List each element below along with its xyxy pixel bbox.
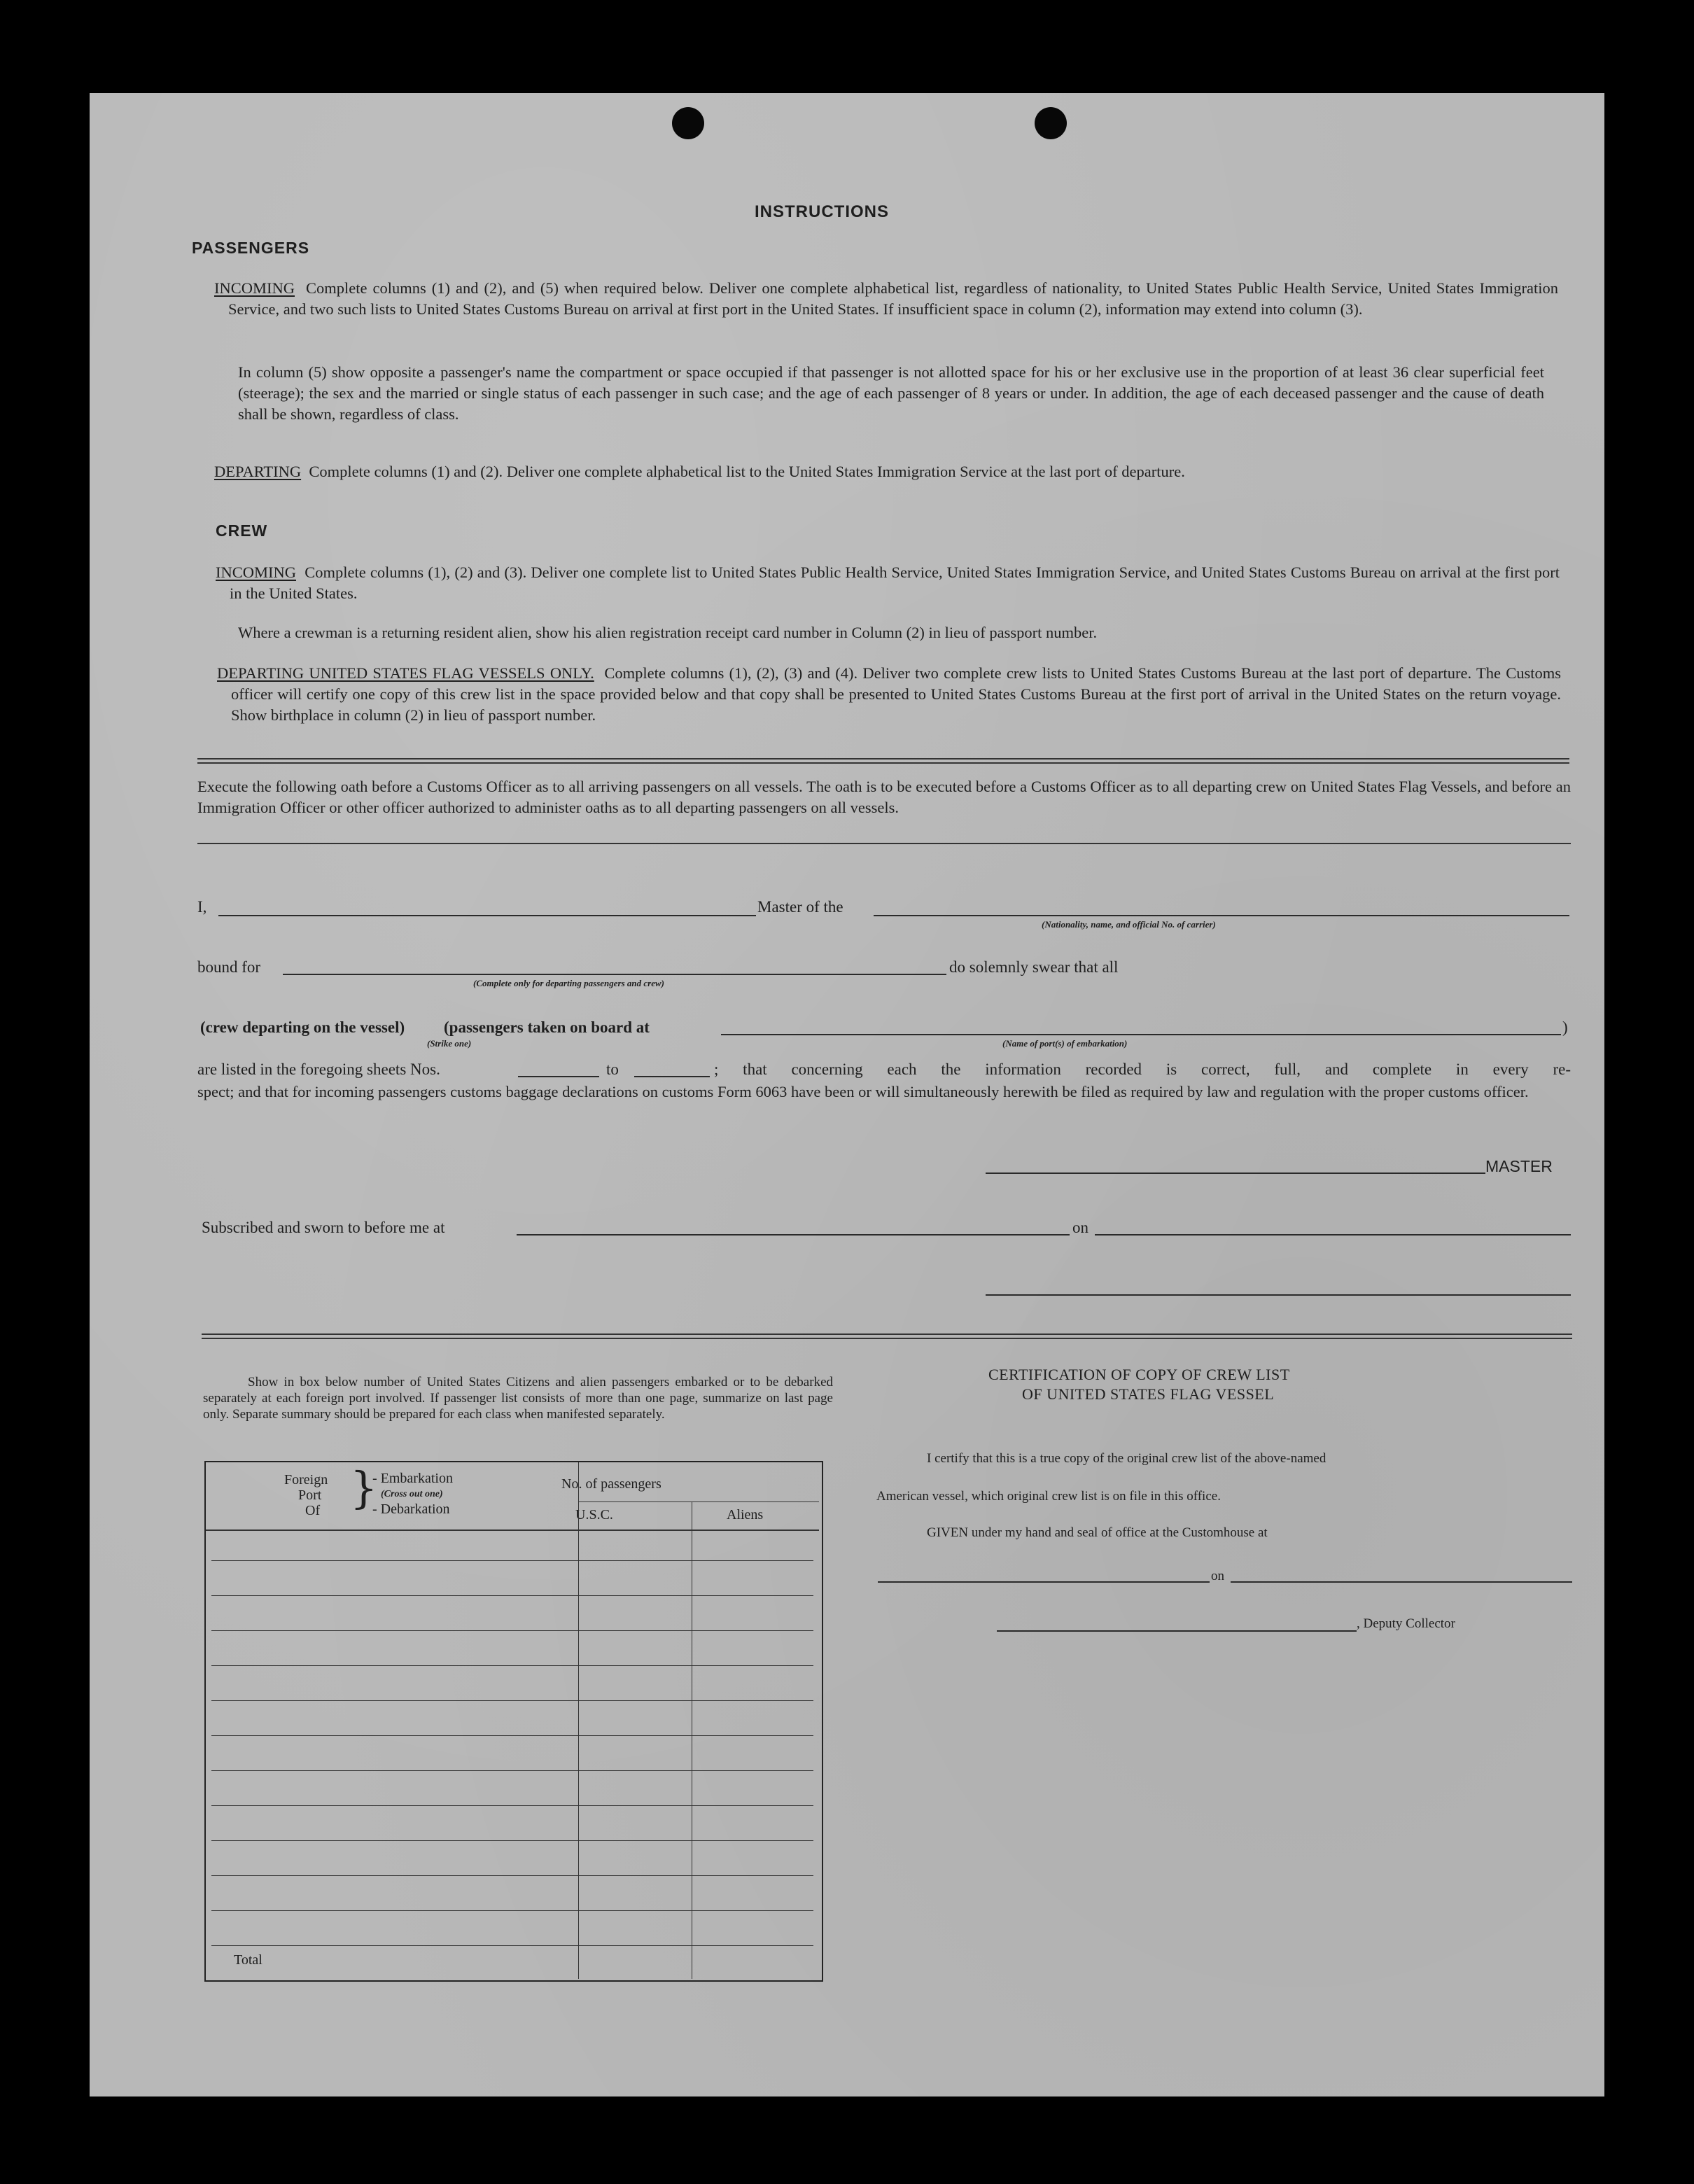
swear-text: do solemnly swear that all [949, 958, 1119, 976]
subscribed-date-field[interactable] [1095, 1234, 1571, 1236]
master-of-the-label: Master of the [757, 898, 844, 916]
oath-intro: Execute the following oath before a Customs Officer as to all arriving passengers on all vessels. The oath is to be executed before a Customs Officer as to all departing crew on United States Flag Vessels, and before an Immigration Officer or other officer authorized to administer oaths as to all departing passengers on all vessels. [197, 778, 1571, 816]
debarkation-label[interactable]: - Debarkation [372, 1502, 450, 1517]
crew-incoming-label: INCOMING [216, 564, 296, 581]
section-divider-4 [202, 1338, 1572, 1339]
oath-i-label: I, [197, 898, 207, 916]
summary-table [204, 1461, 823, 1982]
usc-header: U.S.C. [575, 1507, 613, 1522]
carrier-field[interactable] [874, 915, 1569, 916]
header-rule [206, 1530, 819, 1531]
listed-post: ; that concerning each the information recorded is correct, full, and complete in every re- [714, 1060, 1571, 1078]
customhouse-field[interactable] [878, 1581, 1210, 1583]
subscribed-on-label: on [1072, 1219, 1088, 1236]
certification-title-line1: CERTIFICATION OF COPY OF CREW LIST [988, 1366, 1290, 1383]
officer-signature-field[interactable] [986, 1294, 1571, 1296]
subscribed-place-field[interactable] [517, 1234, 1070, 1236]
table-row [211, 1700, 813, 1701]
crew-incoming-paragraph [216, 562, 1560, 604]
table-row [211, 1735, 813, 1736]
passengers-column5-paragraph: In column (5) show opposite a passenger's name the compartment or space occupied if that passenger is not allotted space for his or her exclusive use in the proportion of at least 36 clear superficial feet (steerage); the sex and the married or single status of each passenger in such case; and the age of each passenger of 8 years or under. In addition, the age of each deceased passenger and the cause of death shall be shown, regardless of class. [238, 363, 1544, 423]
crew-departing-paragraph [217, 663, 1561, 726]
master-label: MASTER [1485, 1157, 1553, 1175]
sheets-to-field[interactable] [634, 1076, 710, 1077]
cross-out-hint: (Cross out one) [381, 1489, 443, 1499]
passengers-taken-option[interactable]: (passengers taken on board at [444, 1018, 650, 1036]
strike-one-hint: (Strike one) [427, 1038, 472, 1049]
listed-rest: spect; and that for incoming passengers customs baggage declarations on customs Form 6063 have been or will simultaneously herewith be filed as required by law and regulation with the proper customs officer. [197, 1083, 1529, 1100]
crew-departing-option[interactable]: (crew departing on the vessel) [200, 1018, 405, 1036]
listed-pre: are listed in the foregoing sheets Nos. [197, 1060, 440, 1078]
crew-departing-label: DEPARTING UNITED STATES FLAG VESSELS ONLY. [217, 664, 594, 682]
oath-intro-rule [197, 843, 1571, 844]
table-row [211, 1630, 813, 1631]
table-row [211, 1805, 813, 1806]
crew-incoming-text: Complete columns (1), (2) and (3). Deliver one complete list to United States Public Health Service, United States Immigration Service, and United States Customs Bureau on arrival at the first port in the United States. [230, 564, 1560, 602]
bound-for-label: bound for [197, 958, 261, 976]
no-of-passengers-label: No. of passengers [561, 1476, 662, 1492]
certify-line2: American vessel, which original crew list is on file in this office. [876, 1489, 1221, 1504]
punch-hole-right [1035, 107, 1067, 139]
subscribed-label: Subscribed and sworn to before me at [202, 1219, 445, 1236]
summary-instructions: Show in box below number of United States Citizens and alien passengers embarked or to be debarked separately at each foreign port involved. If passenger list consists of more than one page, summarize on last page only. Separate summary should be prepared for each class when manifested separately. [203, 1375, 833, 1422]
section-divider-2 [197, 762, 1569, 764]
table-row [211, 1560, 813, 1561]
master-signature-field[interactable] [986, 1172, 1485, 1174]
bound-for-hint: (Complete only for departing passengers and crew) [473, 978, 664, 988]
brace-glyph: } [350, 1462, 378, 1513]
passengers-heading: PASSENGERS [192, 239, 310, 257]
table-row [211, 1665, 813, 1666]
total-label: Total [234, 1952, 262, 1968]
embarkation-label[interactable]: - Embarkation [372, 1471, 453, 1486]
crew-departing-text: Complete columns (1), (2), (3) and (4). Deliver two complete crew lists to United States Customs Bureau at the last port of departure. The Customs officer will certify one copy of this crew list in the space provided below and that copy shall be presented to United States Customs Bureau at the first port of arrival in the United States on the return voyage. Show birthplace in column (2) in lieu of passport number. [231, 664, 1562, 724]
section-divider-1 [197, 758, 1569, 760]
passengers-departing-text: Complete columns (1) and (2). Deliver one complete alphabetical list to the United States Immigration Service at the last port of departure. [309, 463, 1185, 480]
table-row [211, 1770, 813, 1771]
foreign-label: Foreign [284, 1472, 328, 1488]
carrier-hint: (Nationality, name, and official No. of carrier) [1042, 919, 1216, 930]
form-page [90, 93, 1604, 2096]
bound-for-field[interactable] [283, 974, 946, 975]
passengers-departing-paragraph [214, 461, 1558, 482]
sheets-from-field[interactable] [518, 1076, 599, 1077]
passengers-departing-label: DEPARTING [214, 463, 302, 480]
deputy-collector-signature-field[interactable] [997, 1630, 1357, 1632]
table-row [211, 1945, 813, 1946]
certification-date-field[interactable] [1231, 1581, 1572, 1583]
passengers-incoming-label: INCOMING [214, 279, 295, 297]
instructions-title: INSTRUCTIONS [755, 202, 889, 221]
aliens-header: Aliens [727, 1507, 764, 1522]
table-row [211, 1595, 813, 1596]
table-row [211, 1840, 813, 1841]
close-paren: ) [1562, 1018, 1568, 1036]
given-line: GIVEN under my hand and seal of office at the Customhouse at [927, 1525, 1268, 1540]
crew-heading: CREW [216, 522, 268, 540]
table-row [211, 1910, 813, 1911]
punch-hole-left [672, 107, 704, 139]
certification-on-label: on [1211, 1569, 1224, 1583]
ports-hint: (Name of port(s) of embarkation) [1002, 1038, 1128, 1049]
passengers-incoming-text: Complete columns (1) and (2), and (5) when required below. Deliver one complete alphabetical list, regardless of nationality, to United States Public Health Service, United States Immigration Service, and two such lists to United States Customs Bureau on arrival at first port in the United States. If insufficient space in column (2), information may extend into column (3). [228, 279, 1559, 318]
crew-alien-paragraph: Where a crewman is a returning resident alien, show his alien registration receipt card number in Column (2) in lieu of passport number. [238, 624, 1098, 641]
section-divider-3 [202, 1334, 1572, 1335]
certification-title-line2: OF UNITED STATES FLAG VESSEL [1022, 1385, 1275, 1403]
of-label: Of [305, 1503, 321, 1518]
embarkation-ports-field[interactable] [721, 1034, 1561, 1035]
table-row [211, 1875, 813, 1876]
port-label: Port [298, 1488, 322, 1503]
col-divider-1 [578, 1462, 579, 1979]
deputy-collector-label: , Deputy Collector [1357, 1616, 1455, 1631]
listed-to: to [606, 1060, 619, 1078]
master-name-field[interactable] [218, 915, 756, 916]
certify-line1: I certify that this is a true copy of the original crew list of the above-named [927, 1451, 1326, 1466]
passengers-incoming-paragraph [214, 278, 1558, 320]
